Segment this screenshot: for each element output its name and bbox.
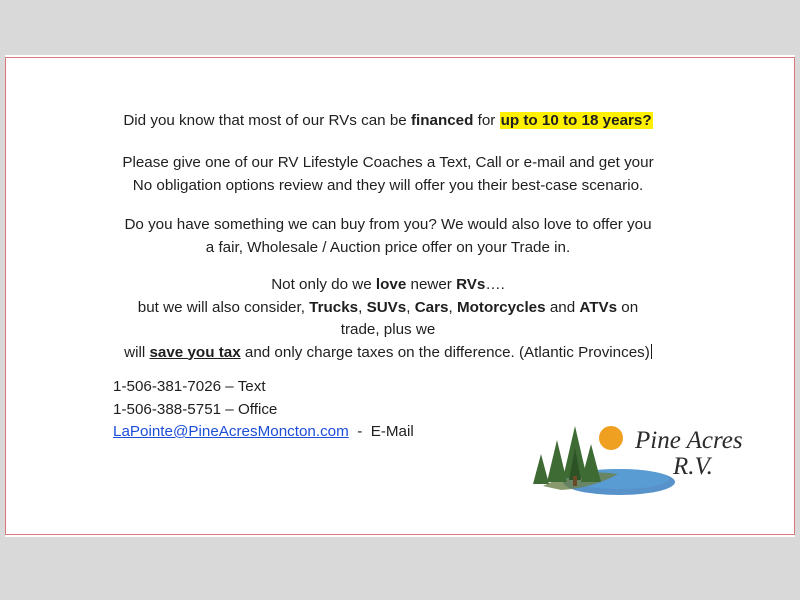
email-suffix (349, 423, 357, 440)
contact-block (113, 376, 553, 444)
vehicles-paragraph-block (71, 274, 705, 364)
trade-paragraph-block (83, 214, 693, 259)
text-cursor (651, 344, 652, 359)
document-page[interactable] (31, 58, 743, 534)
coaches-line-2: No obligation options review and they will offer you their best-case scenario. (132, 176, 644, 194)
love-bold: love (375, 276, 407, 293)
trucks-bold: Trucks (309, 298, 359, 316)
email-link[interactable]: LaPointe@PineAcresMoncton.com (113, 423, 349, 440)
coaches-paragraph-block (83, 152, 693, 197)
financing-text-2: for (473, 112, 500, 129)
save-you-tax-emphasis: save you tax (149, 343, 241, 361)
tax-line (71, 342, 705, 365)
trade-plus-line: trade, plus we (340, 321, 436, 338)
sep-1: , (358, 298, 367, 316)
top-surround-band (0, 0, 800, 55)
consider-text-end: on (617, 298, 639, 316)
trade-line-1: Do you have something we can buy from you? We would also love to offer you (124, 216, 652, 233)
coaches-line-1: Please give one of our RV Lifestyle Coaches a Text, Call or e-mail and get your (122, 154, 654, 171)
tax-text-2: and only charge taxes on the difference. (Atlantic Provinces) (240, 343, 650, 361)
atvs-bold: ATVs (579, 298, 618, 316)
motorcycles-bold: Motorcycles (456, 298, 546, 316)
email-line (113, 421, 553, 444)
tax-text-1: will (124, 343, 150, 361)
love-text-3: …. (485, 276, 505, 293)
logo-name-line-1: Pine Acres (635, 427, 743, 454)
cars-bold: Cars (414, 298, 449, 316)
sep-3: , (448, 298, 457, 316)
financing-highlight: up to 10 to 18 years? (500, 112, 652, 129)
love-line (71, 274, 705, 297)
suvs-bold: SUVs (366, 298, 407, 316)
pine-acres-rv-logo (523, 408, 743, 498)
sep-4: and (545, 298, 580, 316)
bottom-surround-band (0, 537, 800, 600)
phone-text-line: 1-506-381-7026 – Text (113, 378, 266, 395)
financing-text-bold: financed (410, 112, 474, 129)
logo-name-line-2: R.V. (673, 453, 713, 480)
financing-paragraph-block (83, 110, 693, 133)
financing-line (83, 110, 693, 133)
consider-text-1: but we will also consider, (137, 298, 310, 316)
consider-line (71, 297, 705, 320)
right-surround-band (795, 55, 800, 537)
love-text-2: newer (406, 276, 457, 293)
email-label: - E-Mail (357, 423, 414, 440)
rvs-bold: RVs (456, 276, 486, 293)
sep-2: , (406, 298, 415, 316)
financing-text-1: Did you know that most of our RVs can be (123, 112, 411, 129)
love-text-1: Not only do we (271, 276, 376, 293)
trade-line-2: a fair, Wholesale / Auction price offer on your Trade in. (205, 238, 571, 256)
phone-office-line: 1-506-388-5751 – Office (113, 400, 278, 418)
